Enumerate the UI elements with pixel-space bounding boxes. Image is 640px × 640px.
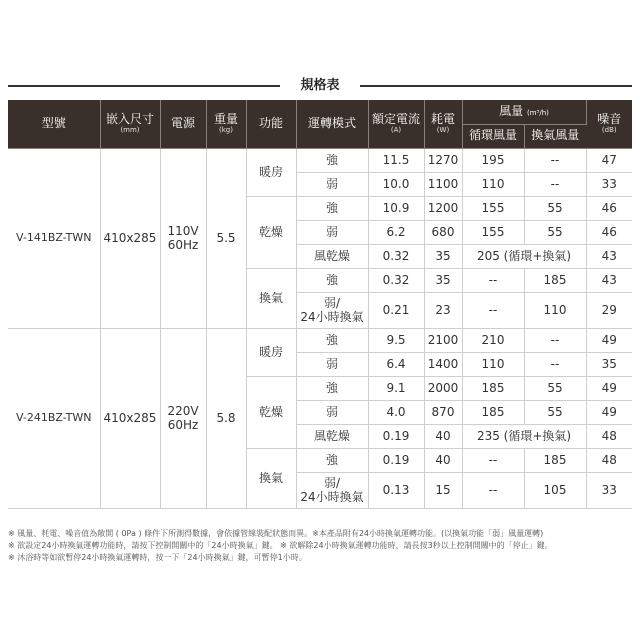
header-embed-size: 嵌入尺寸 (mm) xyxy=(100,100,160,148)
circ-cell: 185 xyxy=(462,376,524,400)
watt-cell: 1400 xyxy=(424,352,462,376)
watt-cell: 1100 xyxy=(424,172,462,196)
noise-cell: 47 xyxy=(586,148,632,172)
circ-cell: 155 xyxy=(462,196,524,220)
function-name: 乾燥 xyxy=(246,376,296,448)
current-cell: 0.13 xyxy=(368,472,424,508)
vent-cell: -- xyxy=(524,328,586,352)
noise-cell: 46 xyxy=(586,220,632,244)
watt-cell: 35 xyxy=(424,244,462,268)
function-name: 換氣 xyxy=(246,448,296,508)
footnotes xyxy=(8,528,632,564)
current-cell: 11.5 xyxy=(368,148,424,172)
watt-cell: 40 xyxy=(424,424,462,448)
vent-cell: -- xyxy=(524,148,586,172)
noise-cell: 43 xyxy=(586,244,632,268)
current-cell: 6.2 xyxy=(368,220,424,244)
mode-cell: 強 xyxy=(296,376,368,400)
current-cell: 0.19 xyxy=(368,448,424,472)
header-watt: 耗電 (W) xyxy=(424,100,462,148)
noise-cell: 29 xyxy=(586,292,632,328)
header-weight: 重量 (kg) xyxy=(206,100,246,148)
mode-cell: 弱 xyxy=(296,352,368,376)
header-model: 型號 xyxy=(8,100,100,148)
header-airflow: 風量 (m³/h) xyxy=(462,100,586,124)
mode-cell: 強 xyxy=(296,448,368,472)
noise-cell: 46 xyxy=(586,196,632,220)
current-cell: 0.32 xyxy=(368,244,424,268)
spec-title-row xyxy=(8,76,632,96)
watt-cell: 35 xyxy=(424,268,462,292)
weight-value: 5.8 xyxy=(206,328,246,508)
table-row xyxy=(8,148,632,172)
weight-value: 5.5 xyxy=(206,148,246,328)
current-cell: 10.0 xyxy=(368,172,424,196)
footnote: ※ 沐浴時等如欲暫停24小時換氣運轉時，按一下「24小時換氣」鍵，可暫停1小時。 xyxy=(8,553,307,562)
model-name: V-241BZ-TWN xyxy=(8,328,100,508)
watt-cell: 2100 xyxy=(424,328,462,352)
circ-cell: -- xyxy=(462,292,524,328)
spec-table xyxy=(8,100,632,509)
circ-cell: -- xyxy=(462,472,524,508)
circ-cell: -- xyxy=(462,268,524,292)
watt-cell: 23 xyxy=(424,292,462,328)
header-current: 額定電流 (A) xyxy=(368,100,424,148)
header-airflow-circulation: 循環風量 xyxy=(462,124,524,148)
noise-cell: 49 xyxy=(586,328,632,352)
mode-cell: 弱/ 24小時換氣 xyxy=(296,472,368,508)
noise-cell: 43 xyxy=(586,268,632,292)
mode-cell: 弱 xyxy=(296,220,368,244)
current-cell: 9.5 xyxy=(368,328,424,352)
function-name: 換氣 xyxy=(246,268,296,328)
title-divider-right xyxy=(360,85,632,87)
mode-cell: 強 xyxy=(296,196,368,220)
vent-cell: 55 xyxy=(524,376,586,400)
current-cell: 4.0 xyxy=(368,400,424,424)
mode-cell: 強 xyxy=(296,328,368,352)
circ-cell: 195 xyxy=(462,148,524,172)
footnote: ※ 風量、耗電、噪音值為敞開 ( 0Pa ) 條件下所測得數據，會依據管線裝配狀態而異。※本產品附有24小時換氣運轉功能。(以換氣功能「弱」風量運轉) xyxy=(8,529,544,538)
title-divider-left xyxy=(8,85,280,87)
vent-cell: 55 xyxy=(524,400,586,424)
header-power: 電源 xyxy=(160,100,206,148)
circ-cell: 185 xyxy=(462,400,524,424)
current-cell: 10.9 xyxy=(368,196,424,220)
page-title: 規格表 xyxy=(300,78,340,93)
watt-cell: 40 xyxy=(424,448,462,472)
vent-cell: -- xyxy=(524,352,586,376)
watt-cell: 2000 xyxy=(424,376,462,400)
function-name: 乾燥 xyxy=(246,196,296,268)
circ-cell: 155 xyxy=(462,220,524,244)
vent-cell: -- xyxy=(524,172,586,196)
circ-cell: 210 xyxy=(462,328,524,352)
header-mode: 運轉模式 xyxy=(296,100,368,148)
vent-cell: 55 xyxy=(524,196,586,220)
vent-cell: 110 xyxy=(524,292,586,328)
vent-cell: 185 xyxy=(524,268,586,292)
mode-cell: 風乾燥 xyxy=(296,424,368,448)
mode-cell: 風乾燥 xyxy=(296,244,368,268)
current-cell: 9.1 xyxy=(368,376,424,400)
power-spec: 110V 60Hz xyxy=(160,148,206,328)
circ-cell: -- xyxy=(462,448,524,472)
watt-cell: 870 xyxy=(424,400,462,424)
noise-cell: 48 xyxy=(586,424,632,448)
watt-cell: 1270 xyxy=(424,148,462,172)
vent-cell: 185 xyxy=(524,448,586,472)
circ-cell: 110 xyxy=(462,352,524,376)
watt-cell: 15 xyxy=(424,472,462,508)
noise-cell: 35 xyxy=(586,352,632,376)
combined-airflow-cell: 205 (循環+換氣) xyxy=(462,244,586,268)
model-name: V-141BZ-TWN xyxy=(8,148,100,328)
watt-cell: 680 xyxy=(424,220,462,244)
combined-airflow-cell: 235 (循環+換氣) xyxy=(462,424,586,448)
current-cell: 0.19 xyxy=(368,424,424,448)
mode-cell: 弱/ 24小時換氣 xyxy=(296,292,368,328)
mode-cell: 弱 xyxy=(296,172,368,196)
vent-cell: 55 xyxy=(524,220,586,244)
current-cell: 0.32 xyxy=(368,268,424,292)
noise-cell: 33 xyxy=(586,472,632,508)
header-function: 功能 xyxy=(246,100,296,148)
noise-cell: 33 xyxy=(586,172,632,196)
mode-cell: 強 xyxy=(296,268,368,292)
header-noise: 噪音 (dB) xyxy=(586,100,632,148)
watt-cell: 1200 xyxy=(424,196,462,220)
mode-cell: 強 xyxy=(296,148,368,172)
table-row xyxy=(8,328,632,352)
function-name: 暖房 xyxy=(246,148,296,196)
power-spec: 220V 60Hz xyxy=(160,328,206,508)
footnote: ※ 欲設定24小時換氣運轉功能時，請按下控制開關中的「24小時換氣」鍵。 ※ 欲解除24小時換氣運轉功能時，請長按3秒以上控制開關中的「停止」鍵。 xyxy=(8,541,553,550)
function-name: 暖房 xyxy=(246,328,296,376)
embed-size: 410x285 xyxy=(100,328,160,508)
noise-cell: 49 xyxy=(586,376,632,400)
circ-cell: 110 xyxy=(462,172,524,196)
current-cell: 0.21 xyxy=(368,292,424,328)
noise-cell: 49 xyxy=(586,400,632,424)
vent-cell: 105 xyxy=(524,472,586,508)
header-airflow-ventilation: 換氣風量 xyxy=(524,124,586,148)
embed-size: 410x285 xyxy=(100,148,160,328)
current-cell: 6.4 xyxy=(368,352,424,376)
mode-cell: 弱 xyxy=(296,400,368,424)
noise-cell: 48 xyxy=(586,448,632,472)
